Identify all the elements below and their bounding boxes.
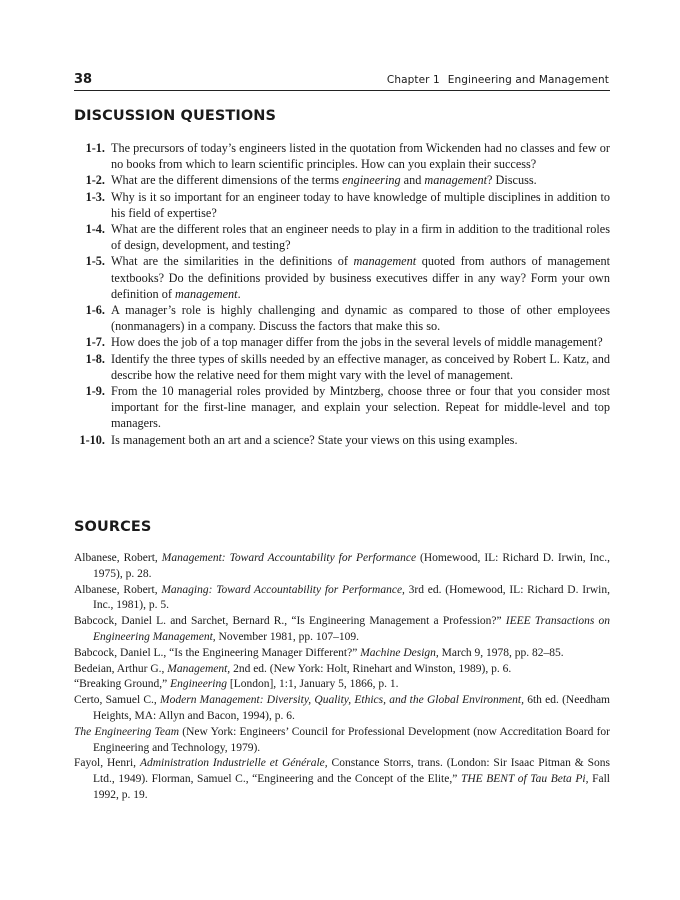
chapter-label: Chapter 1 [386, 74, 440, 86]
question-text: Is management both an art and a science? State your views on this using examples. [111, 432, 518, 447]
source-entry [74, 756, 610, 803]
source-text: Fayol, Henri, [74, 757, 140, 770]
question-number: 1-5. [85, 254, 105, 269]
question-number: 1-3. [85, 189, 105, 204]
question-item [74, 221, 610, 253]
question-text: ? Discuss. [487, 173, 537, 188]
question-number: 1-6. [85, 303, 105, 318]
source-title: Administration Industrielle et Générale, [139, 757, 328, 770]
question-item [74, 351, 610, 383]
discussion-questions-heading: DISCUSSION QUESTIONS [74, 108, 277, 124]
page-number: 38 [74, 72, 93, 87]
source-title: Management: Toward Accountability for Performance [161, 552, 417, 564]
source-entry [74, 583, 610, 615]
source-text: March 9, 1978, pp. 82–85. [438, 646, 564, 659]
question-term: management [424, 173, 488, 188]
source-title: Engineering [170, 678, 227, 691]
question-text: What are the different dimensions of the terms [111, 173, 343, 188]
source-text: (New York: Engineers’ Council for Professional Development (now Accreditation Board for Engineering and Technology, 1979). [93, 725, 610, 754]
question-number: 1-1. [85, 141, 105, 155]
source-text: 2nd ed. (New York: Holt, Rinehart and Winston, 1989), p. 6. [230, 662, 512, 675]
question-text: Identify the three types of skills needed by an effective manager, as conceived by Robert L. Katz, and describe how the relative need for them might vary with the level of management. [111, 351, 610, 382]
source-entry [74, 693, 610, 725]
question-number: 1-8. [85, 351, 105, 366]
question-text: and [400, 173, 425, 188]
source-title: THE BENT of Tau Beta Pi, [460, 773, 589, 786]
chapter-title: Engineering and Management [447, 74, 609, 86]
question-item [74, 334, 610, 350]
question-text: Why is it so important for an engineer today to have knowledge of multiple disciplines in addition to his field of expertise? [111, 189, 610, 220]
source-title: IEEE Transactions on Engineering Management, [93, 615, 610, 643]
question-number: 1-2. [85, 173, 105, 188]
source-text: Fall 1992, p. 19. [93, 773, 611, 801]
question-text: The precursors of today’s engineers listed in the quotation from Wickenden had no classes and few or no books from which to learn scientific principles. How can you explain their success? [111, 141, 610, 172]
source-title: Machine Design, [360, 646, 439, 659]
source-text: Albanese, Robert, [74, 552, 162, 564]
question-text: What are the different roles that an engineer needs to play in a firm in addition to the traditional roles of design, development, and testing? [111, 222, 610, 253]
source-title: Managing: Toward Accountability for Performance, [161, 583, 405, 596]
source-text: Bedeian, Arthur G., [74, 662, 168, 675]
source-text: 6th ed. (Needham Heights, MA: Allyn and Bacon, 1994), p. 6. [93, 694, 610, 722]
question-item [74, 432, 610, 448]
question-item [74, 302, 610, 334]
running-head-chapter [387, 73, 609, 87]
question-text: quoted from authors of management textbooks? Do the definitions provided by business executives differ in any way? Form your own definition of [111, 254, 610, 301]
source-text: Albanese, Robert, [74, 583, 162, 596]
source-text: Babcock, Daniel L. and Sarchet, Bernard R., “Is Engineering Management a Profession?” [74, 615, 506, 628]
source-text: (Homewood, IL: Richard D. Irwin, Inc., 1975), p. 28. [93, 552, 610, 580]
question-number: 1-10. [79, 432, 105, 447]
source-text: Certo, Samuel C., [74, 694, 161, 707]
source-text: 3rd ed. (Homewood, IL: Richard D. Irwin, Inc., 1981), p. 5. [93, 583, 611, 612]
source-title: Management, [167, 662, 231, 675]
source-entry [74, 614, 610, 646]
source-text: November 1981, pp. 107–109. [215, 630, 360, 643]
source-text: [London], 1:1, January 5, 1866, p. 1. [226, 678, 399, 691]
source-entry [74, 662, 610, 678]
sources-heading: SOURCES [74, 519, 152, 535]
source-entry [74, 725, 610, 757]
source-entry [74, 677, 610, 693]
question-number: 1-4. [85, 222, 105, 237]
source-entry [74, 646, 610, 662]
question-text: How does the job of a top manager differ from the jobs in the several levels of middle management? [111, 335, 603, 350]
source-text: Babcock, Daniel L., “Is the Engineering Manager Different?” [74, 646, 361, 659]
source-text: “Breaking Ground,” [74, 678, 171, 691]
question-text: What are the similarities in the definitions of [111, 254, 354, 269]
question-term: management [353, 254, 417, 269]
discussion-question-list [74, 140, 610, 448]
question-text: . [237, 286, 241, 301]
question-item [74, 140, 610, 172]
question-text: From the 10 managerial roles provided by Mintzberg, choose three or four that you consider most important for the first-line manager, and explain your selection. Repeat for middle-level and top managers. [111, 384, 610, 431]
question-item [74, 189, 610, 221]
question-term: engineering [342, 173, 401, 188]
source-entry [74, 551, 610, 583]
question-term: management [174, 286, 238, 301]
sources-list [74, 551, 610, 804]
question-item [74, 172, 610, 188]
running-header [74, 72, 610, 91]
source-title: The Engineering Team [74, 725, 180, 738]
source-title: Modern Management: Diversity, Quality, Ethics, and the Global Environment, [160, 694, 524, 707]
source-text: Constance Storrs, trans. (London: Sir Isaac Pitman & Sons Ltd., 1949). Florman, Samuel C., “Engineering and the Concept of the Elite,” [93, 757, 610, 786]
question-item [74, 253, 610, 302]
question-number: 1-9. [85, 384, 105, 399]
question-item [74, 383, 610, 432]
question-text: A manager’s role is highly challenging and dynamic as compared to those of other employees (nonmanagers) in a company. Discuss the factors that make this so. [111, 303, 610, 334]
question-number: 1-7. [85, 335, 105, 350]
